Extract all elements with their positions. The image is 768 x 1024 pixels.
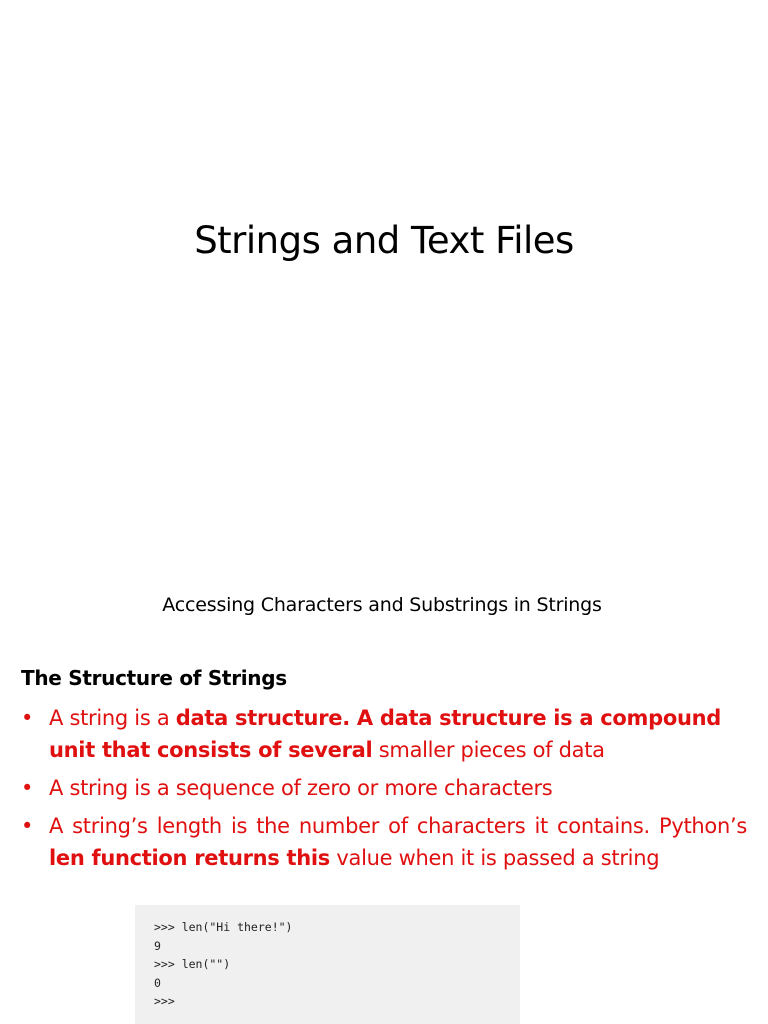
code-example-box: [135, 905, 520, 1024]
bullet-text: value when it is passed a string: [330, 846, 660, 870]
code-line: >>> len("Hi there!"): [154, 920, 293, 934]
bullet-list: [21, 702, 747, 880]
bullet-item-length: [21, 810, 747, 874]
bullet-text-plain: smaller pieces of data: [372, 738, 605, 762]
bullet-text-highlight: len function returns this: [49, 846, 331, 870]
code-line: >>> len(""): [154, 957, 231, 971]
code-line: 0: [154, 975, 161, 990]
bullet-glyph: •: [21, 776, 34, 800]
bullet-text-highlight: data structure. A data structure is a compound unit that consists of several: [49, 706, 722, 762]
bullet-text: A string’s length is the number of characters it contains. Python’s: [49, 814, 747, 838]
bullet-glyph: •: [21, 706, 34, 730]
code-line: 9: [154, 938, 161, 953]
bullet-item-data-structure: [21, 702, 747, 766]
bullet-item-sequence: [21, 772, 747, 804]
bullet-glyph: •: [21, 814, 34, 838]
bullet-text-plain: A string is a: [49, 706, 176, 730]
slide-title: Strings and Text Files: [194, 219, 574, 262]
bullet-text: A string is a sequence of zero or more characters: [49, 776, 553, 800]
section-heading: The Structure of Strings: [21, 666, 287, 690]
slide-subtitle: Accessing Characters and Substrings in Strings: [162, 594, 602, 616]
code-line: >>>: [154, 994, 175, 1008]
